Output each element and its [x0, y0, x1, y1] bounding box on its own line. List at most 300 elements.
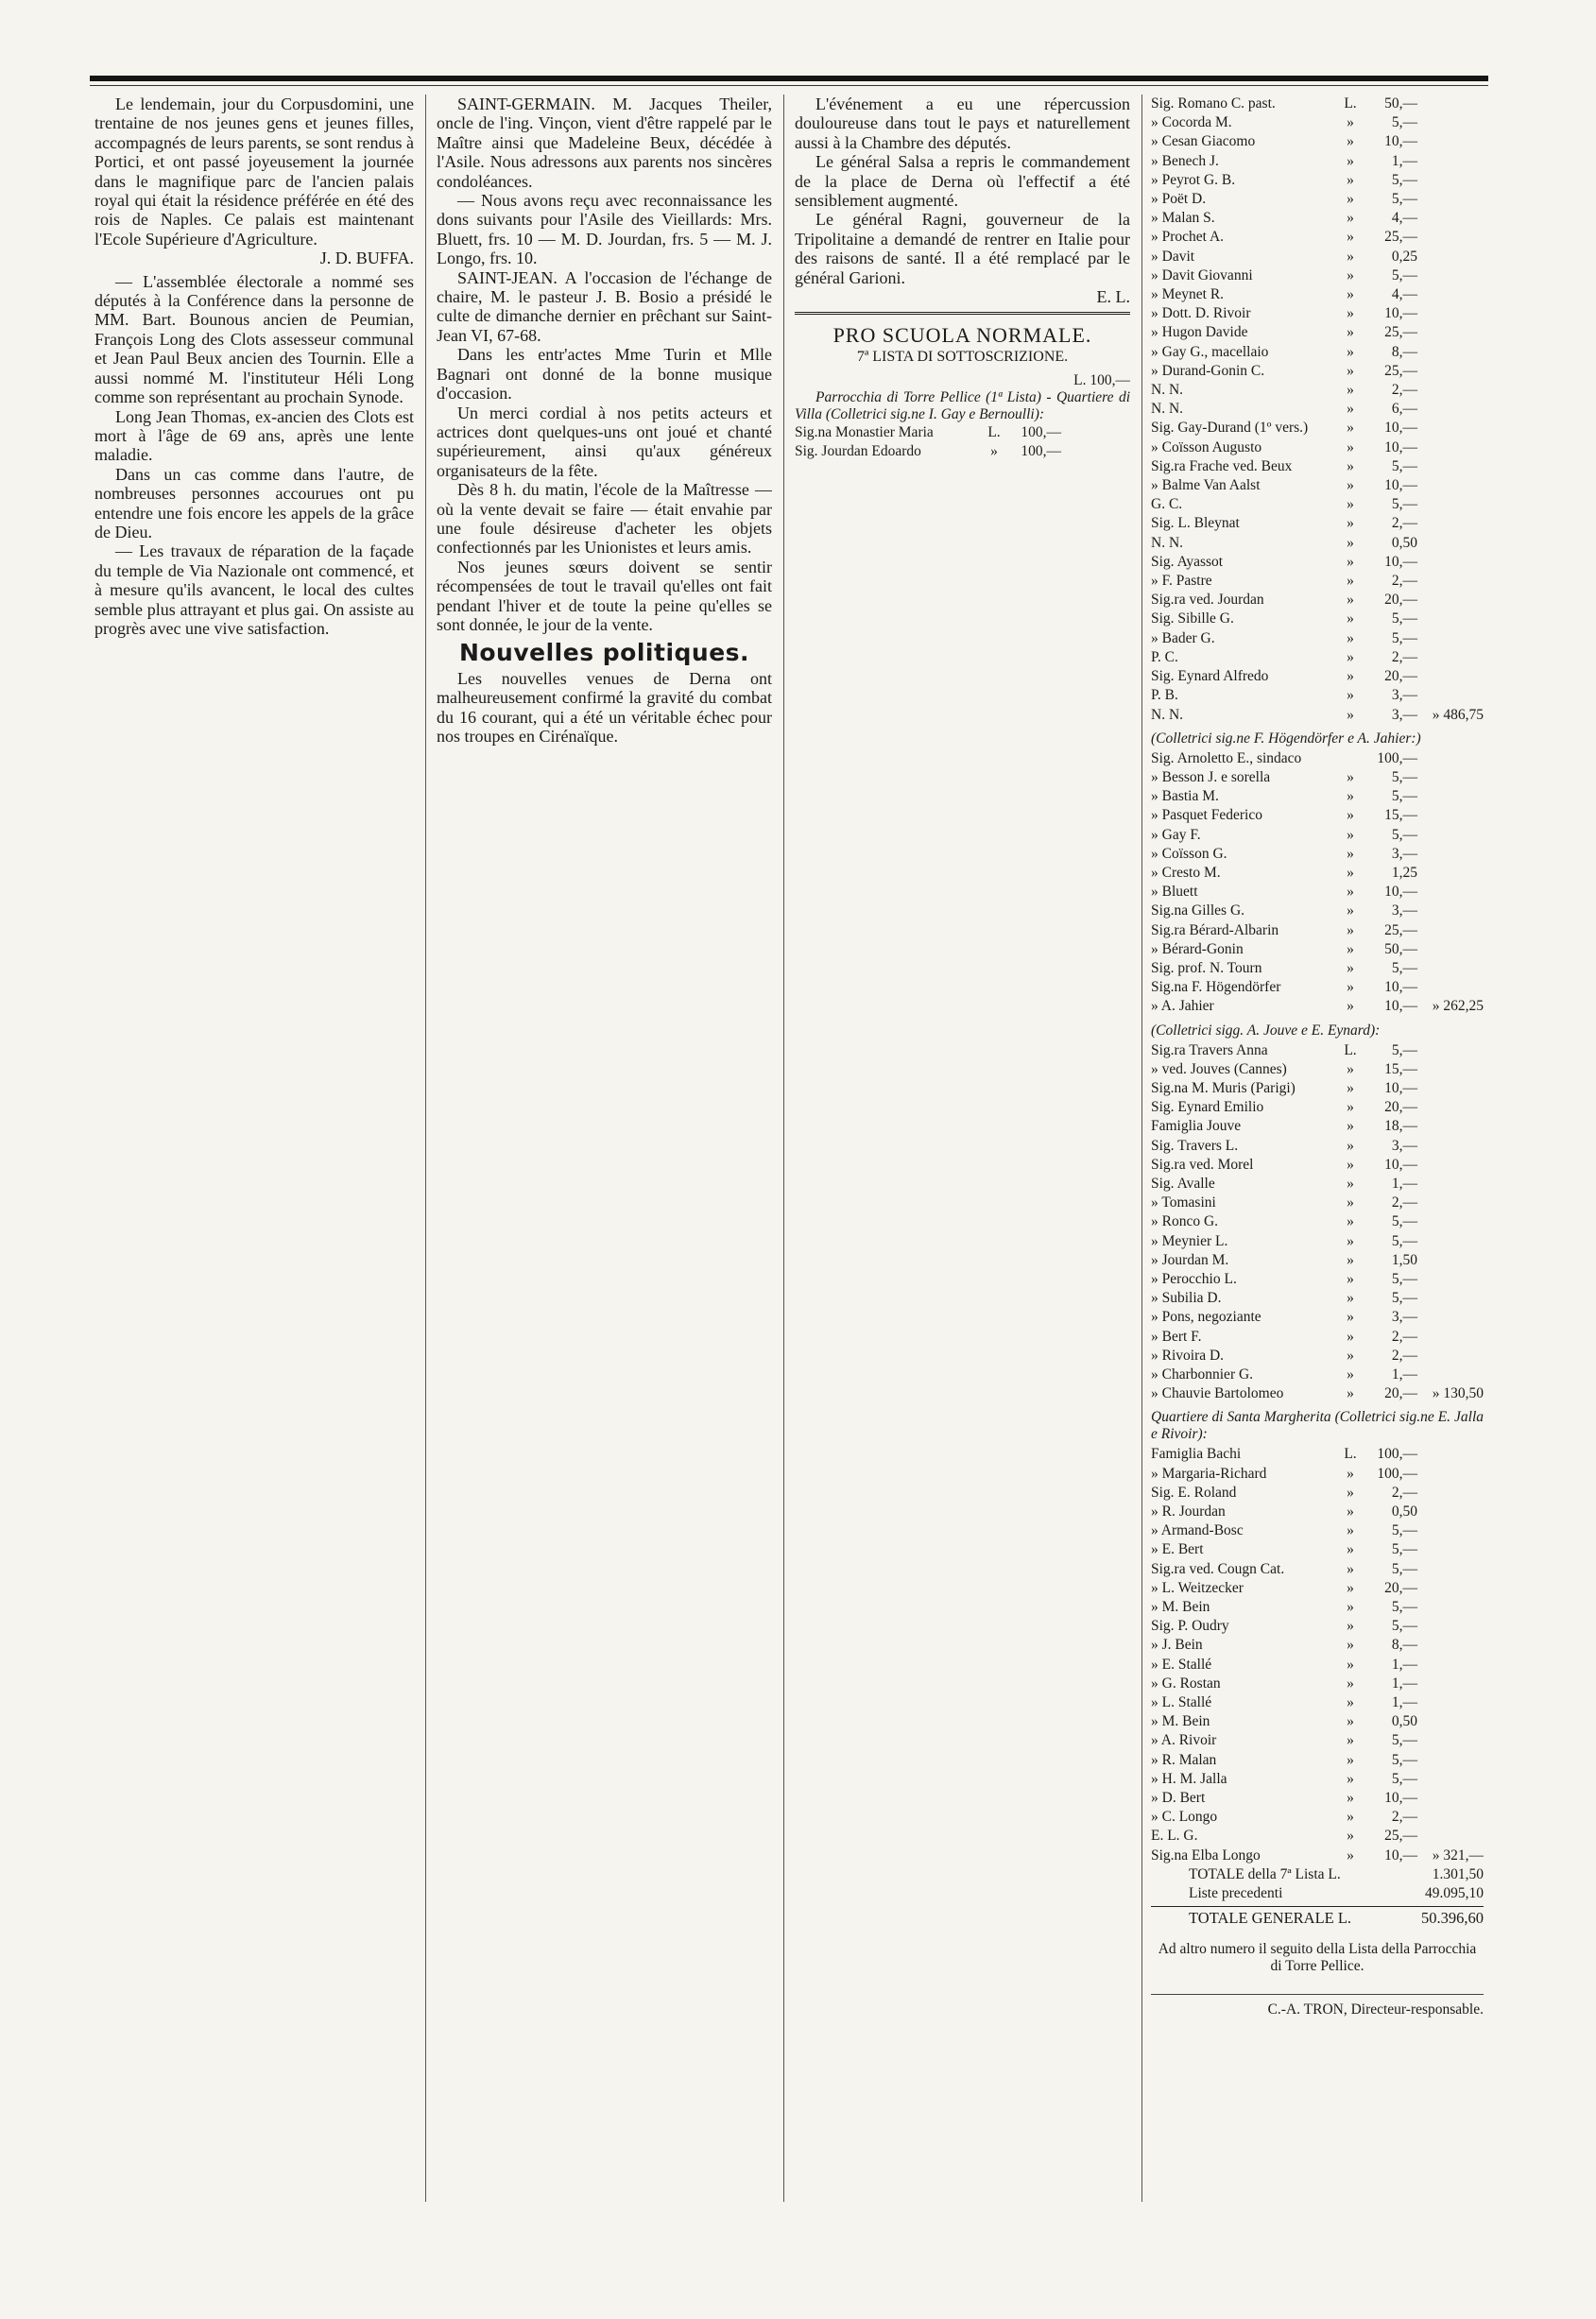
list-item	[1151, 1366, 1484, 1384]
column-1	[94, 94, 414, 2202]
group-total	[1417, 343, 1484, 362]
amount: 10,—	[1384, 998, 1417, 1015]
amount: 5,—	[1391, 1560, 1417, 1577]
list-item	[1151, 1328, 1484, 1347]
parish-heading: Parrocchia di Torre Pellice (1ª Lista) - Quartiere di Villa (Colletrici sig.ne I. Gay e Bernoulli):	[795, 389, 1130, 423]
subscription-list	[1151, 94, 1484, 725]
list-item	[1151, 381, 1484, 400]
contributor-name: Sig. Ayassot	[1151, 553, 1224, 570]
group-total	[1417, 749, 1484, 768]
group-total	[1417, 667, 1484, 686]
grand-total-label: TOTALE GENERALE L.	[1189, 1908, 1352, 1927]
currency-mark: »	[1347, 1484, 1354, 1501]
subscription-list	[1151, 1041, 1484, 1404]
amount: 3,—	[1391, 902, 1417, 919]
group-total	[1417, 534, 1484, 553]
contributor-name: P. C.	[1151, 648, 1178, 665]
amount: 5,—	[1391, 610, 1417, 627]
list-item	[1151, 591, 1484, 610]
group-total	[1417, 921, 1484, 940]
currency-mark: »	[1347, 1156, 1354, 1173]
list-item	[1151, 1789, 1484, 1808]
paragraph: — Nous avons reçu avec reconnaissance les dons suivants pour l'Asile des Vieillards: Mrs. Bluett, frs. 10 — M. D. Jourdan, frs. 5 — M. J. Longo, frs. 10.	[437, 191, 772, 268]
currency-mark: »	[1347, 573, 1354, 590]
contributor-name: » Poët D.	[1151, 191, 1207, 208]
contributor-name: Sig. prof. N. Tourn	[1151, 959, 1262, 976]
group-total	[1417, 1308, 1484, 1327]
amount: 50,—	[1384, 95, 1417, 112]
list-item	[1151, 1503, 1484, 1521]
list-item	[1151, 113, 1484, 132]
group-total	[1417, 1675, 1484, 1693]
column-divider	[425, 94, 426, 2202]
currency-mark: »	[1347, 1465, 1354, 1482]
contributor-name: » Malan S.	[1151, 210, 1215, 227]
contributor-name: » Perocchio L.	[1151, 1270, 1237, 1287]
paragraph: Un merci cordial à nos petits acteurs et actrices dont quelques-uns ont joué et chanté supérieurement, ainsi qu'aux généreux organisateurs de la fête.	[437, 403, 772, 480]
group-total	[1417, 94, 1484, 113]
currency-mark: »	[1347, 1251, 1354, 1268]
list-item	[1151, 171, 1484, 190]
currency-mark: »	[1347, 133, 1354, 150]
group-total	[1417, 883, 1484, 902]
amount: 10,—	[1384, 1156, 1417, 1173]
list-item	[1151, 1484, 1484, 1503]
group-total	[1417, 248, 1484, 266]
group-total	[1417, 1041, 1484, 1060]
amount: 100,—	[1021, 443, 1061, 460]
amount: 2,—	[1391, 1484, 1417, 1501]
list-item	[1151, 285, 1484, 304]
contributor-name: N. N.	[1151, 534, 1184, 551]
amount: 3,—	[1391, 1309, 1417, 1326]
list-item	[1151, 1098, 1484, 1117]
currency-mark: »	[1347, 1079, 1354, 1096]
list-item	[1151, 1712, 1484, 1731]
group-total	[1417, 845, 1484, 864]
list-item	[1151, 1041, 1484, 1060]
contributor-name: » Balme Van Aalst	[1151, 477, 1261, 494]
scuola-title: PRO SCUOLA NORMALE.	[832, 323, 1092, 348]
contributor-name: Sig.ra Frache ved. Beux	[1151, 457, 1293, 474]
currency-mark: »	[1347, 1560, 1354, 1577]
contributor-name: » A. Jahier	[1151, 998, 1214, 1015]
list-item	[1151, 1598, 1484, 1617]
group-total	[1417, 1328, 1484, 1347]
currency-mark: »	[1347, 324, 1354, 341]
amount: 1,50	[1391, 1251, 1417, 1268]
currency-mark: »	[1347, 1770, 1354, 1787]
group-total	[1417, 1156, 1484, 1175]
contributor-name: » Pons, negoziante	[1151, 1309, 1261, 1326]
contributor-name: » Armand-Bosc	[1151, 1522, 1244, 1539]
paragraph: — Les travaux de réparation de la façade du temple de Via Nazionale ont commencé, et à mesure qu'ils avancent, le local des cultes semble plus attrayant et plus gai. On assiste au progrès avec une vive satisfaction.	[94, 541, 414, 638]
intro-amount: L. 100,—	[1073, 372, 1130, 389]
contributor-name: Sig. Gay-Durand (1º vers.)	[1151, 420, 1309, 437]
list-item	[1151, 1212, 1484, 1231]
amount: 5,—	[1391, 1290, 1417, 1307]
list-item	[1151, 1656, 1484, 1675]
group-total	[1417, 1212, 1484, 1231]
list-item	[1151, 749, 1484, 768]
amount: 1,—	[1391, 1175, 1417, 1192]
list-item	[1151, 940, 1484, 959]
list-item	[1151, 629, 1484, 648]
contributor-name: » Meynier L.	[1151, 1232, 1228, 1249]
group-total	[1417, 1540, 1484, 1559]
amount: 5,—	[1391, 191, 1417, 208]
contributor-name: Sig. L. Bleynat	[1151, 515, 1240, 532]
currency-mark: »	[1347, 114, 1354, 131]
list-item	[1151, 152, 1484, 171]
currency-mark: »	[1347, 1599, 1354, 1616]
amount: 5,—	[1391, 1270, 1417, 1287]
group-total	[1417, 1366, 1484, 1384]
section-heading-politics: Nouvelles politiques.	[458, 639, 750, 667]
amount: 0,50	[1391, 1503, 1417, 1520]
paragraph: Nos jeunes sœurs doivent se sentir récompensées de tout le travail qu'elles ont fait pendant l'hiver et de toute la peine qu'elles se sont donnée, le jour de la vente.	[437, 557, 772, 634]
amount: 25,—	[1384, 362, 1417, 379]
group-total	[1417, 940, 1484, 959]
currency-mark: »	[1347, 1503, 1354, 1520]
list-item	[1151, 1827, 1484, 1846]
amount: 10,—	[1384, 1079, 1417, 1096]
currency-mark: L.	[987, 424, 1001, 441]
amount: 2,—	[1391, 1194, 1417, 1211]
amount: 5,—	[1391, 171, 1417, 188]
currency-mark: »	[1347, 382, 1354, 399]
amount: 2,—	[1391, 1347, 1417, 1364]
newspaper-columns	[87, 94, 1485, 2202]
list-item	[1151, 1617, 1484, 1636]
contributor-name: » Cocorda M.	[1151, 114, 1232, 131]
amount: 5,—	[1391, 457, 1417, 474]
list-item	[1151, 864, 1484, 883]
list-item	[1151, 826, 1484, 845]
currency-mark: »	[1347, 438, 1354, 455]
group-total	[1417, 381, 1484, 400]
group-total	[1417, 1079, 1484, 1098]
amount: 10,—	[1384, 477, 1417, 494]
list-item	[1151, 1194, 1484, 1212]
group-total	[1417, 1808, 1484, 1827]
group-total	[1417, 285, 1484, 304]
currency-mark: »	[1347, 1232, 1354, 1249]
currency-mark: »	[1347, 496, 1354, 513]
group-total	[1417, 826, 1484, 845]
contributor-name: » Gay G., macellaio	[1151, 343, 1269, 360]
list-item	[1151, 1636, 1484, 1655]
list-item	[1151, 1675, 1484, 1693]
editor-credit: C.-A. TRON, Directeur-responsable.	[1151, 1994, 1484, 2019]
contributor-name: » Benech J.	[1151, 152, 1219, 169]
contributor-name: Sig. Travers L.	[1151, 1137, 1239, 1154]
list-item	[1151, 1289, 1484, 1308]
group-total	[1417, 132, 1484, 151]
group-total	[1417, 610, 1484, 628]
currency-mark: »	[1347, 629, 1354, 646]
contributor-name: Sig.na Monastier Maria	[795, 424, 934, 441]
amount: 5,—	[1391, 629, 1417, 646]
group-total	[1417, 1789, 1484, 1808]
contributor-name: » C. Longo	[1151, 1809, 1218, 1826]
scuola-subtitle: 7ª LISTA DI SOTTOSCRIZIONE.	[856, 348, 1069, 365]
list-item	[1151, 553, 1484, 572]
currency-mark: »	[1347, 921, 1354, 938]
total-value: 1.301,50	[1432, 1865, 1484, 1882]
amount: 5,—	[1391, 114, 1417, 131]
amount: 20,—	[1384, 1385, 1417, 1402]
amount: 2,—	[1391, 1328, 1417, 1345]
amount: 15,—	[1384, 807, 1417, 824]
contributor-name: » Bastia M.	[1151, 788, 1219, 805]
list-item	[1151, 495, 1484, 514]
list-item	[1151, 1251, 1484, 1270]
currency-mark: »	[1347, 362, 1354, 379]
amount: 8,—	[1391, 1637, 1417, 1654]
currency-mark: »	[1347, 998, 1354, 1015]
subscription-list	[1151, 1445, 1484, 1864]
previous-label: Liste precedenti	[1189, 1884, 1283, 1901]
contributor-name: » J. Bein	[1151, 1637, 1203, 1654]
group-total	[1417, 1270, 1484, 1289]
group-total	[1417, 476, 1484, 495]
column-3	[795, 94, 1130, 2202]
contributor-name: » R. Jourdan	[1151, 1503, 1226, 1520]
contributor-name: Sig. P. Oudry	[1151, 1618, 1229, 1635]
section-rule	[795, 312, 1130, 315]
list-item	[1151, 419, 1484, 438]
contributor-name: Sig. Eynard Alfredo	[1151, 668, 1269, 685]
group-total	[1417, 787, 1484, 806]
amount: 5,—	[1391, 826, 1417, 843]
list-item	[1151, 1751, 1484, 1770]
list-item	[795, 442, 1130, 461]
currency-mark: »	[1347, 534, 1354, 551]
group-total	[1417, 190, 1484, 209]
group-total	[1417, 768, 1484, 787]
currency-mark: »	[1347, 1270, 1354, 1287]
list-item	[1151, 1347, 1484, 1366]
currency-mark: »	[1347, 266, 1354, 283]
column-divider	[1141, 94, 1142, 2202]
contributor-name: » G. Rostan	[1151, 1675, 1221, 1692]
currency-mark: »	[1347, 1060, 1354, 1077]
group-total	[1417, 629, 1484, 648]
top-rule-thin	[90, 85, 1488, 86]
list-item	[1151, 209, 1484, 228]
currency-mark: »	[1347, 1618, 1354, 1635]
amount: 100,—	[1021, 424, 1061, 441]
list-item	[1151, 706, 1484, 725]
contributor-name: » Subilia D.	[1151, 1290, 1222, 1307]
amount: 5,—	[1391, 1770, 1417, 1787]
list-item	[1151, 362, 1484, 381]
list-item	[1151, 190, 1484, 209]
group-total	[1417, 1098, 1484, 1117]
amount: 5,—	[1391, 1618, 1417, 1635]
previous-row	[1151, 1884, 1484, 1903]
list-item	[1151, 1156, 1484, 1175]
currency-mark: »	[1347, 1118, 1354, 1135]
currency-mark: »	[1347, 1637, 1354, 1654]
group-total	[1417, 1465, 1484, 1484]
group-total	[1417, 419, 1484, 438]
group-total	[1417, 1347, 1484, 1366]
group-total	[1417, 1194, 1484, 1212]
currency-mark: »	[1347, 610, 1354, 627]
group-total	[1417, 438, 1484, 457]
group-total	[1417, 1445, 1484, 1464]
currency-mark: »	[1347, 553, 1354, 570]
group-total	[1417, 1251, 1484, 1270]
contributor-name: » Davit	[1151, 248, 1195, 265]
amount: 5,—	[1391, 768, 1417, 785]
amount: 0,50	[1391, 1713, 1417, 1730]
group-total	[1417, 1636, 1484, 1655]
paragraph: Long Jean Thomas, ex-ancien des Clots est mort à l'âge de 69 ans, après une lente maladie.	[94, 406, 414, 465]
contributor-name: » Meynet R.	[1151, 286, 1225, 303]
group-total	[1417, 495, 1484, 514]
amount: 10,—	[1384, 884, 1417, 901]
group-total	[1417, 457, 1484, 476]
list-item	[1151, 1540, 1484, 1559]
contributor-name: Sig. Avalle	[1151, 1175, 1215, 1192]
currency-mark: »	[1347, 1675, 1354, 1692]
currency-mark: »	[1347, 940, 1354, 957]
contributor-name: » Coïsson Augusto	[1151, 438, 1262, 455]
list-item	[1151, 1445, 1484, 1464]
list-item	[1151, 1175, 1484, 1194]
contributor-name: » Jourdan M.	[1151, 1251, 1229, 1268]
paragraph: Le général Ragni, gouverneur de la Tripolitaine a demandé de rentrer en Italie pour des raisons de santé. Il a été remplacé par le général Garioni.	[795, 210, 1130, 287]
list-item	[1151, 959, 1484, 978]
amount: 1,25	[1391, 864, 1417, 881]
list-item	[1151, 1521, 1484, 1540]
group-total	[1417, 1617, 1484, 1636]
group-total	[1417, 304, 1484, 323]
currency-mark: »	[1347, 768, 1354, 785]
currency-mark: »	[1347, 1847, 1354, 1864]
list-item	[1151, 514, 1484, 533]
paragraph: Dès 8 h. du matin, l'école de la Maîtresse — où la vente devait se faire — était envahie par une foule désireuse d'acheter les objets confectionnés par les Unionistes et leurs amis.	[437, 480, 772, 558]
currency-mark: »	[1347, 959, 1354, 976]
group-total	[1417, 514, 1484, 533]
list-item	[1151, 1560, 1484, 1579]
contributor-name: » H. M. Jalla	[1151, 1770, 1227, 1787]
group-total	[1417, 266, 1484, 285]
contributor-name: » L. Stallé	[1151, 1694, 1212, 1711]
group-total	[1417, 1484, 1484, 1503]
contributor-name: Sig. Romano C. past.	[1151, 95, 1276, 112]
list-item	[1151, 1693, 1484, 1712]
contributor-name: Sig.ra ved. Jourdan	[1151, 592, 1264, 609]
currency-mark: »	[1347, 1309, 1354, 1326]
contributor-name: Sig.ra ved. Cougn Cat.	[1151, 1560, 1285, 1577]
paragraph: SAINT-JEAN. A l'occasion de l'échange de chaire, M. le pasteur J. B. Bosio a présidé le culte de dimanche dernier en prêchant sur Saint-Jean VI, 67-68.	[437, 267, 772, 345]
list-item	[1151, 132, 1484, 151]
amount: 3,—	[1391, 845, 1417, 862]
contributor-name: » Bérard-Gonin	[1151, 940, 1244, 957]
currency-mark: »	[1347, 826, 1354, 843]
paragraph: L'événement a eu une répercussion douloureuse dans tout le pays et naturellement aussi à la Chambre des députés.	[795, 94, 1130, 152]
list-item	[1151, 1384, 1484, 1403]
currency-mark: »	[1347, 1656, 1354, 1673]
group-total	[1417, 686, 1484, 705]
currency-mark: »	[1347, 648, 1354, 665]
currency-mark: »	[1347, 1347, 1354, 1364]
currency-mark: »	[1347, 1366, 1354, 1383]
currency-mark: »	[1347, 457, 1354, 474]
contributor-name: » Tomasini	[1151, 1194, 1216, 1211]
contributor-name: » Ronco G.	[1151, 1213, 1219, 1230]
paragraph: Les nouvelles venues de Derna ont malheureusement confirmé la gravité du combat du 16 courant, qui a été un véritable échec pour nos troupes en Cirénaïque.	[437, 668, 772, 746]
group-total	[1417, 978, 1484, 997]
amount: 5,—	[1391, 1541, 1417, 1558]
list-item	[1151, 476, 1484, 495]
currency-mark: »	[1347, 668, 1354, 685]
contributor-name: » Bert F.	[1151, 1328, 1202, 1345]
contributor-name: » E. Stallé	[1151, 1656, 1212, 1673]
currency-mark: »	[1347, 305, 1354, 322]
amount: 2,—	[1391, 382, 1417, 399]
paragraph: Le général Salsa a repris le commandement de la place de Derna où l'effectif a été sensiblement augmenté.	[795, 152, 1130, 211]
column-divider	[783, 94, 784, 2202]
list-item	[1151, 1117, 1484, 1136]
signature: J. D. BUFFA.	[319, 249, 414, 268]
amount: 4,—	[1391, 210, 1417, 227]
total-row	[1151, 1865, 1484, 1884]
group-total	[1417, 323, 1484, 342]
list-item	[1151, 343, 1484, 362]
list-item	[1151, 1308, 1484, 1327]
closing-note: Ad altro numero il seguito della Lista della Parrocchia di Torre Pellice.	[1158, 1940, 1477, 1974]
contributor-name: » E. Bert	[1151, 1541, 1204, 1558]
currency-mark: »	[1347, 210, 1354, 227]
currency-mark: »	[1347, 477, 1354, 494]
group-total	[1417, 1827, 1484, 1846]
list-item	[1151, 845, 1484, 864]
list-item	[1151, 248, 1484, 266]
contributor-name: » L. Weitzecker	[1151, 1579, 1244, 1596]
amount: 5,—	[1391, 959, 1417, 976]
group-total	[1417, 1656, 1484, 1675]
group-total	[1417, 806, 1484, 825]
currency-mark: »	[1347, 902, 1354, 919]
group-total: » 262,25	[1432, 998, 1484, 1015]
contributor-name: » M. Bein	[1151, 1713, 1210, 1730]
contributor-name: Sig. Sibille G.	[1151, 610, 1234, 627]
paragraph: Le lendemain, jour du Corpusdomini, une trentaine de nos jeunes gens et jeunes filles, accompagnés de leurs parents, se sont rendus à Portici, et ont passé joyeusement la journée dans le magnifique parc de l'ancien palais royal qui était la résidence préférée en été des rois de Naples. Ce palais est maintenant l'Ecole Supérieure d'Agriculture.	[94, 94, 414, 249]
amount: 100,—	[1377, 749, 1417, 766]
contributor-name: » Cresto M.	[1151, 864, 1221, 881]
contributor-name: Sig.ra ved. Morel	[1151, 1156, 1254, 1173]
amount: 3,—	[1391, 706, 1417, 723]
group-total: » 486,75	[1432, 706, 1484, 723]
amount: 1,—	[1391, 1366, 1417, 1383]
currency-mark: L.	[1344, 1041, 1357, 1058]
currency-mark: »	[1347, 845, 1354, 862]
currency-mark: »	[1347, 1522, 1354, 1539]
list-item	[1151, 648, 1484, 667]
contributor-name: Famiglia Bachi	[1151, 1446, 1242, 1463]
group-total	[1417, 113, 1484, 132]
list-item	[1151, 1731, 1484, 1750]
amount: 25,—	[1384, 921, 1417, 938]
group-total	[1417, 1579, 1484, 1598]
top-rule	[90, 76, 1488, 81]
contributor-name: » Gay F.	[1151, 826, 1201, 843]
